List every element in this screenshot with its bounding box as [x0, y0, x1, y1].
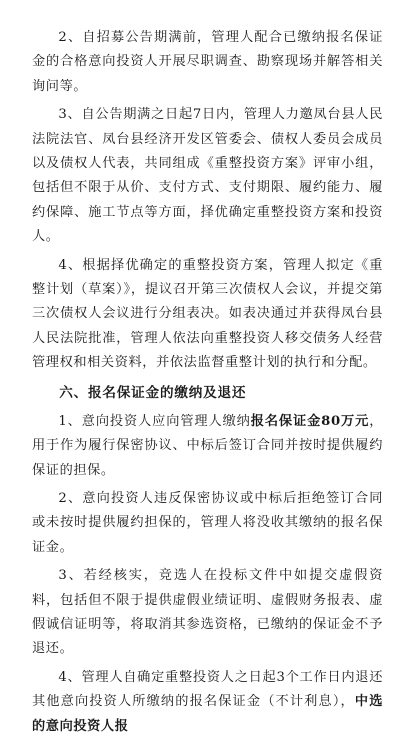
deposit-paragraph-1	[32, 410, 383, 483]
deposit-paragraph-4	[32, 666, 383, 739]
paragraph-item-2: 2、自招募公告期满前，管理人配合已缴纳报名保证金的合格意向投资人开展尽职调查、勘察现场并解答相关询问等。	[32, 30, 383, 94]
deposit-text-before: 1、意向投资人应向管理人缴纳	[58, 413, 251, 429]
deposit-paragraph-2: 2、意向投资人违反保密协议或中标后拒绝签订合同或未按时提供履约担保的，管理人将没收其缴纳的报名保证金。	[32, 490, 383, 555]
deposit-text-after: ，用于作为履行保密协议、中标后签订合同并按时提供履约保证的担保。	[32, 413, 383, 478]
refund-text-before: 4、管理人自确定重整投资人之日起3个工作日内退还其他意向投资人所缴纳的报名保证金（不计利息），	[32, 669, 383, 710]
deposit-paragraph-3: 3、若经核实，竞选人在投标文件中如提交虚假资料，包括但不限于提供虚假业绩证明、虚假财务报表、虚假诚信证明等，将取消其参选资格，已缴纳的保证金不予退还。	[32, 568, 383, 657]
paragraph-item-3: 3、自公告期满之日起7日内，管理人力邀凤台县人民法院法官、凤台县经济开发区管委会、债权人委员会成员以及债权人代表，共同组成《重整投资方案》评审小组，包括但不限于从价、支付方式、支付期限、履约能力、履约保障、施工节点等方面，择优确定重整投资方案和投资人。	[32, 107, 383, 245]
refund-highlight: 中选的意向投资人报	[32, 694, 384, 734]
section-heading: 六、报名保证金的缴纳及退还	[59, 384, 247, 401]
deposit-amount-highlight: 报名保证金80万元	[250, 413, 370, 429]
paragraph-item-4: 4、根据择优确定的重整投资方案，管理人拟定《重整计划（草案）》，提议召开第三次债权人会议，并提交第三次债权人会议进行分组表决。如表决通过并获得凤台县人民法院批准，管理人依法向重整投资人移交债务人经营管理权和相关资料，并依法监督重整计划的执行和分配。	[32, 257, 383, 371]
